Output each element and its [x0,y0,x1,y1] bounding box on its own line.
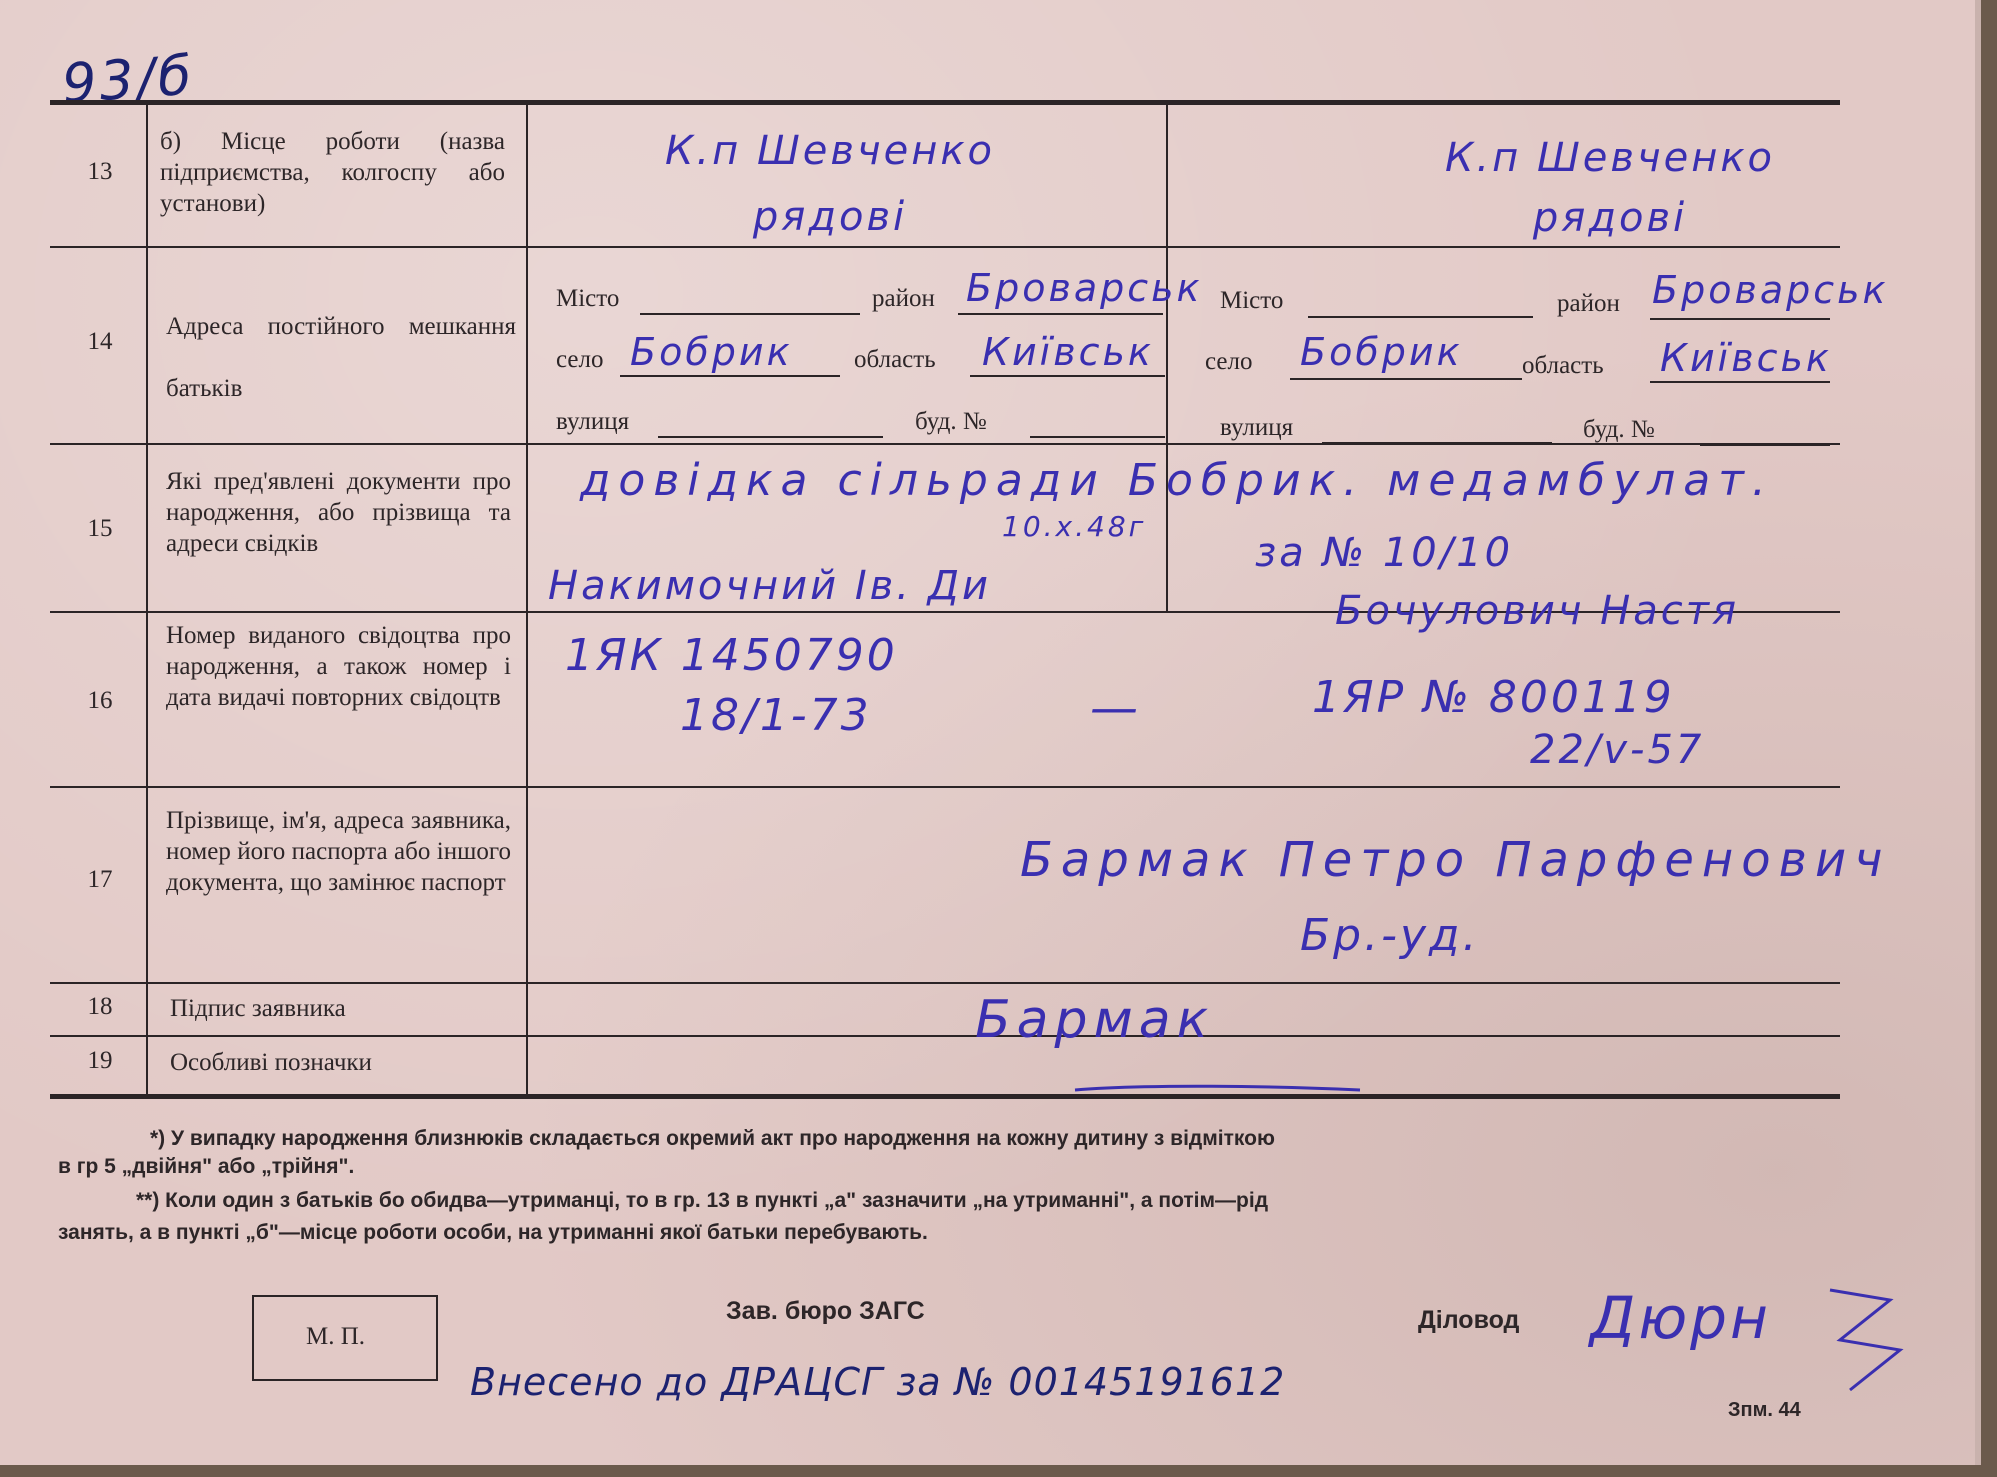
row-17-applicant-note: Бр.-уд. [1300,910,1480,961]
row-15-witness-a: Накимочний Ів. Ди [548,563,991,609]
row-14-number: 14 [87,328,113,355]
father-region-label: область [854,346,936,373]
row-16-certificate-date: 18/1-73 [680,690,872,741]
father-street-line [658,436,883,438]
table-bottom-rule [50,1094,1840,1099]
father-district-value: Броварськ [966,266,1203,310]
clerk-signature-flourish [1800,1280,1920,1400]
mother-village-label: село [1205,348,1253,375]
father-region-value: Київськ [982,330,1154,374]
row-16-number: 16 [87,687,113,714]
mother-district-label: район [1557,290,1620,317]
head-of-registry-title: Зав. бюро ЗАГС [726,1297,925,1325]
stamp-place-label: М. П. [306,1323,366,1350]
row-13-label: б) Місце роботи (назва підприємства, колгоспу або установи) [160,128,505,217]
number-column-divider [146,100,148,1094]
mother-village-line [1290,378,1522,380]
father-street-label: вулиця [556,408,630,435]
mother-city-label: Місто [1220,287,1284,314]
father-district-line [958,313,1163,315]
father-city-line [640,313,860,315]
form-code: Зпм. 44 [1728,1399,1801,1421]
mother-city-line [1308,316,1533,318]
row-13-mother-workplace: К.п Шевченко рядові [1445,135,1775,241]
mother-house-line [1700,444,1830,446]
father-city-label: Місто [556,285,620,312]
mother-house-label: буд. № [1583,416,1655,443]
row-19-label: Особливі позначки [170,1049,372,1076]
row-18-applicant-signature: Бармак [975,990,1215,1050]
corner-note: 93/б [59,43,197,116]
registry-entry-note: Внесено до ДРАЦСГ за № 00145191612 [470,1360,1286,1404]
footnote-line-2: в гр 5 „двійня" або „трійня". [58,1155,355,1178]
row-17-label: Прізвище, ім'я, адреса заявника, номер його паспорта або іншого документа, що замінює паспорт [166,807,511,896]
row-17-bottom-rule [50,982,1840,984]
row-18-number: 18 [87,993,113,1020]
row-17-number: 17 [87,866,113,893]
signature-underline [1070,1080,1370,1100]
mother-village-value: Бобрик [1300,330,1463,374]
clerk-signature: Дюрн [1590,1284,1771,1352]
mother-region-value: Київськ [1660,336,1832,380]
footnote-line-1: *) У випадку народження близнюків складається окремий акт про народження на кожну дитину з відміткою [150,1127,1275,1150]
row-16-repeat-certificate-number: 1ЯР № 800119 [1312,672,1675,723]
row-18-bottom-rule [50,1035,1840,1037]
row-14-bottom-rule [50,443,1840,445]
clerk-title: Діловод [1418,1306,1520,1334]
row-18-label: Підпис заявника [170,995,346,1022]
father-region-line [970,375,1165,377]
row-16-dash: — [1090,680,1141,736]
row-17-applicant-name: Бармак Петро Парфенович [1020,832,1891,888]
parents-column-divider [1166,100,1168,613]
row-16-label: Номер виданого свідоцтва про народження, а також номер і дата видачі повторних свідоцтв [166,622,511,711]
row-19-number: 19 [87,1047,113,1074]
row-15-document-number: за № 10/10 [1255,530,1514,576]
mother-region-label: область [1522,352,1604,379]
row-15-witness-b: Бочулович Настя [1335,588,1740,634]
footnote-line-3: **) Коли один з батьків бо обидва—утриманці, то в гр. 13 в пункті „а" зазначити „на утриманні", а потім—рід [136,1189,1269,1212]
row-15-documents-line: довідка сільради Бобрик. медамбулат. [580,455,1774,506]
row-15-number: 15 [87,515,113,542]
mother-district-line [1650,318,1830,320]
row-14-label: Адреса постійного мешкання батьків [166,313,516,402]
father-village-value: Бобрик [630,330,793,374]
row-13-number: 13 [87,158,113,185]
mother-street-line [1322,442,1552,444]
father-district-label: район [872,285,935,312]
father-village-line [620,375,840,377]
row-15-label: Які пред'явлені документи про народження, або прізвища та адреси свідків [166,468,511,557]
row-15-document-date: 10.х.48г [1002,510,1147,543]
father-house-line [1030,436,1165,438]
father-house-label: буд. № [915,408,987,435]
label-column-divider [526,100,528,1094]
mother-region-line [1650,381,1830,383]
father-village-label: село [556,346,604,373]
mother-district-value: Броварськ [1652,268,1889,312]
row-16-certificate-number: 1ЯК 1450790 [565,630,898,681]
footnote-line-4: занять, а в пункті „б"—місце роботи особи, на утриманні якої батьки перебувають. [58,1221,928,1244]
table-top-rule [50,100,1840,105]
row-13-father-workplace: К.п Шевченко рядові [665,128,995,240]
mother-street-label: вулиця [1220,414,1294,441]
row-16-repeat-certificate-date: 22/v-57 [1530,727,1705,773]
row-16-bottom-rule [50,786,1840,788]
